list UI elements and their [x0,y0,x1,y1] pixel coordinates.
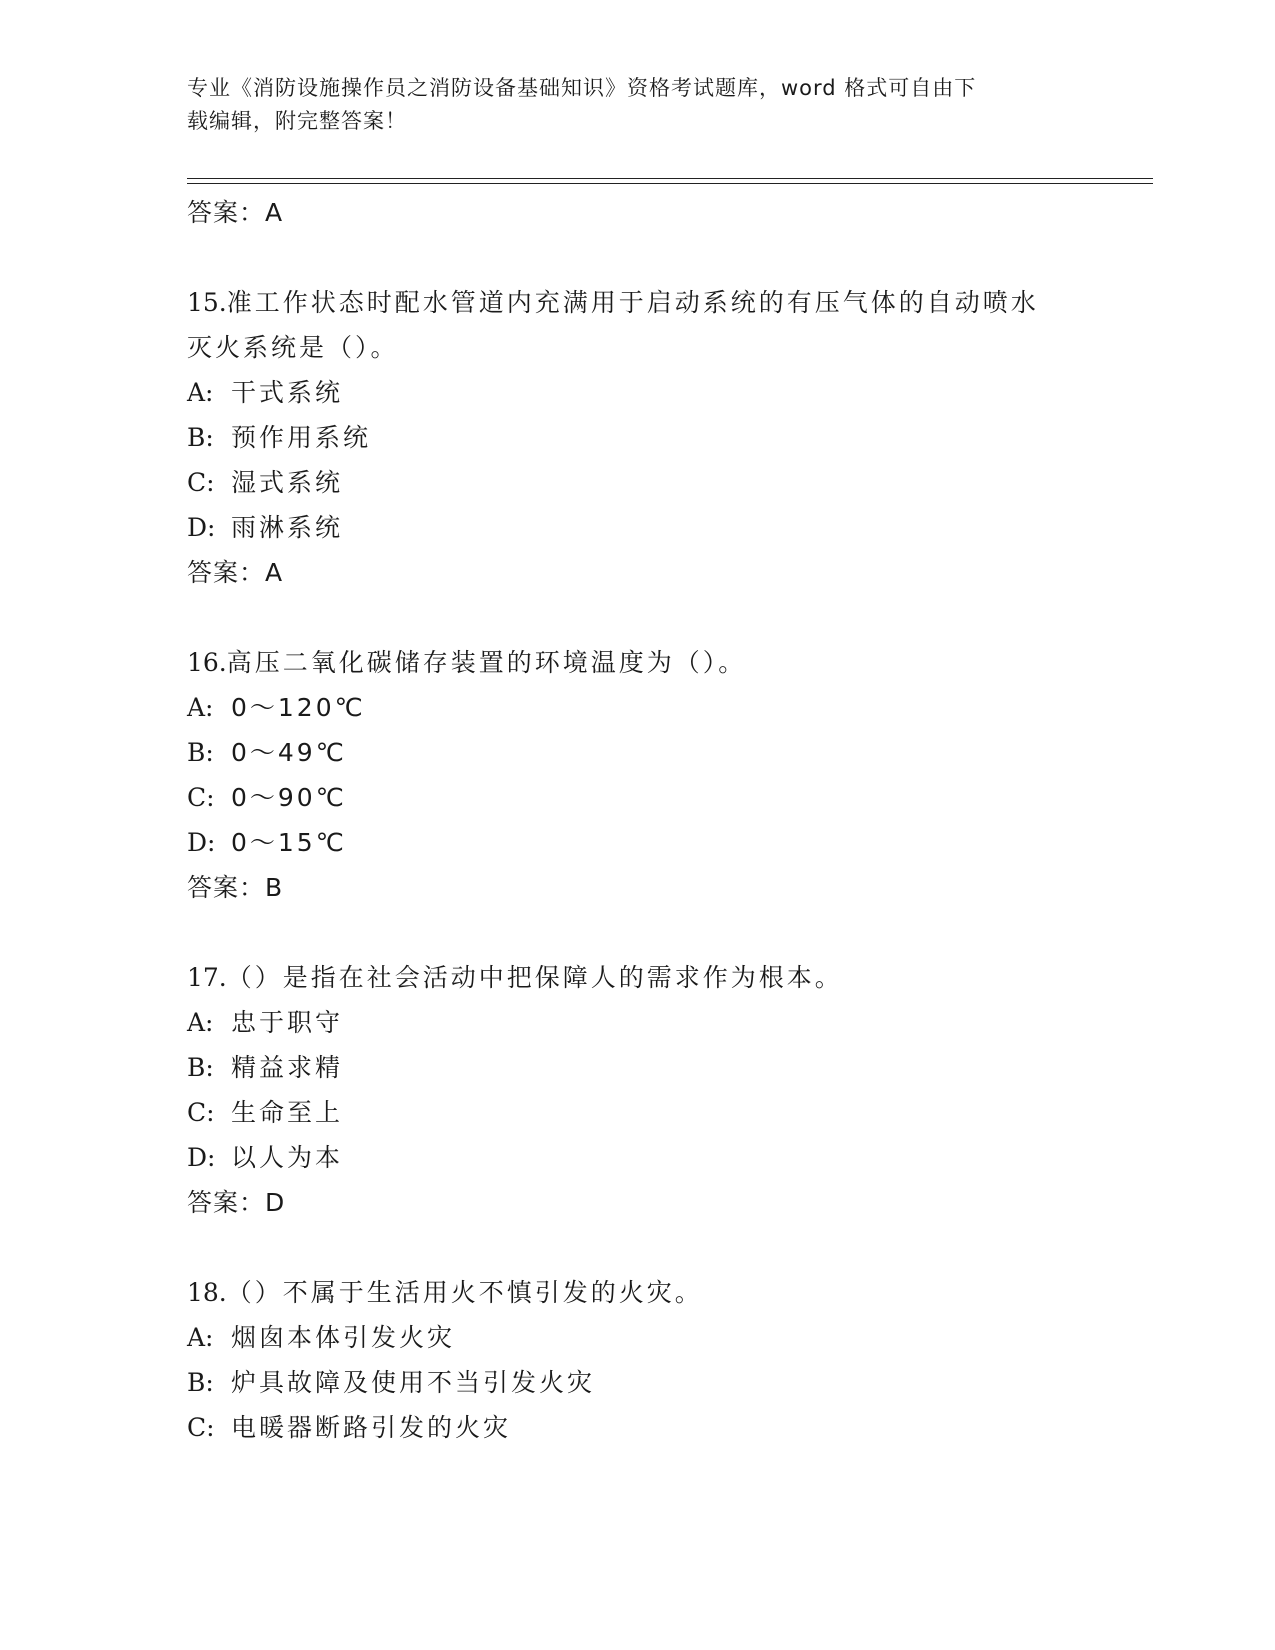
option-letter: C: [187,1413,215,1442]
answer-15: 答案：A [187,558,284,587]
option-c [187,775,1147,820]
option-text: 生命至上 [231,1098,344,1127]
option-d [187,1135,1147,1180]
option-letter: A: [187,1323,214,1352]
option-letter: A: [187,1008,214,1037]
question-text-line-1: （）不属于生活用火不慎引发的火灾。 [226,1278,703,1307]
option-letter: B: [187,1053,214,1082]
document-body [187,190,1147,1450]
option-letter: C: [187,783,215,812]
question-stem [187,1270,1147,1315]
option-a [187,685,1147,730]
option-text: 以人为本 [231,1143,344,1172]
question-text-line-2: 灭火系统是（）。 [187,333,399,362]
option-letter: D: [187,1143,216,1172]
question-17 [187,955,1147,1226]
question-stem [187,280,1147,325]
option-b [187,730,1147,775]
option-c [187,1405,1147,1450]
option-letter: B: [187,1368,214,1397]
question-text-line-1: （）是指在社会活动中把保障人的需求作为根本。 [226,963,843,992]
question-18 [187,1270,1147,1450]
option-b [187,1360,1147,1405]
answer-17: 答案：D [187,1188,286,1217]
option-letter: D: [187,513,216,542]
answer-16: 答案：B [187,873,284,902]
option-a [187,1315,1147,1360]
document-header [187,72,1087,138]
option-text: 预作用系统 [231,423,372,452]
option-text: 0～15℃ [231,828,347,857]
option-letter: C: [187,1098,215,1127]
option-letter: A: [187,378,214,407]
option-text: 忠于职守 [231,1008,344,1037]
question-number: 15. [187,288,227,317]
option-b [187,415,1147,460]
option-text: 0～120℃ [231,693,366,722]
question-text-line-1: 准工作状态时配水管道内充满用于启动系统的有压气体的自动喷水 [226,288,1039,317]
question-number: 17. [187,963,227,992]
option-letter: B: [187,738,214,767]
question-stem [187,640,1147,685]
option-text: 0～90℃ [231,783,347,812]
question-16 [187,640,1147,911]
question-number: 16. [187,648,227,677]
option-c [187,460,1147,505]
option-letter: D: [187,828,216,857]
option-letter: B: [187,423,214,452]
option-a [187,370,1147,415]
question-text-line-1: 高压二氧化碳储存装置的环境温度为（）。 [226,648,747,677]
option-text: 干式系统 [231,378,344,407]
option-text: 精益求精 [231,1053,344,1082]
header-divider-bottom [187,183,1153,184]
header-divider-top [187,178,1153,179]
option-letter: C: [187,468,215,497]
option-letter: A: [187,693,214,722]
option-text: 雨淋系统 [231,513,344,542]
option-text: 电暖器断路引发的火灾 [231,1413,512,1442]
option-text: 0～49℃ [231,738,347,767]
option-a [187,1000,1147,1045]
option-text: 烟囱本体引发火灾 [231,1323,456,1352]
header-line-2: 载编辑，附完整答案！ [187,109,407,133]
question-number: 18. [187,1278,227,1307]
option-c [187,1090,1147,1135]
answer-previous: 答案：A [187,198,284,227]
option-b [187,1045,1147,1090]
header-line-1: 专业《消防设施操作员之消防设备基础知识》资格考试题库，word 格式可自由下 [187,76,977,100]
option-d [187,505,1147,550]
question-stem [187,955,1147,1000]
option-text: 炉具故障及使用不当引发火灾 [231,1368,596,1397]
question-15 [187,280,1147,596]
option-text: 湿式系统 [231,468,344,497]
option-d [187,820,1147,865]
